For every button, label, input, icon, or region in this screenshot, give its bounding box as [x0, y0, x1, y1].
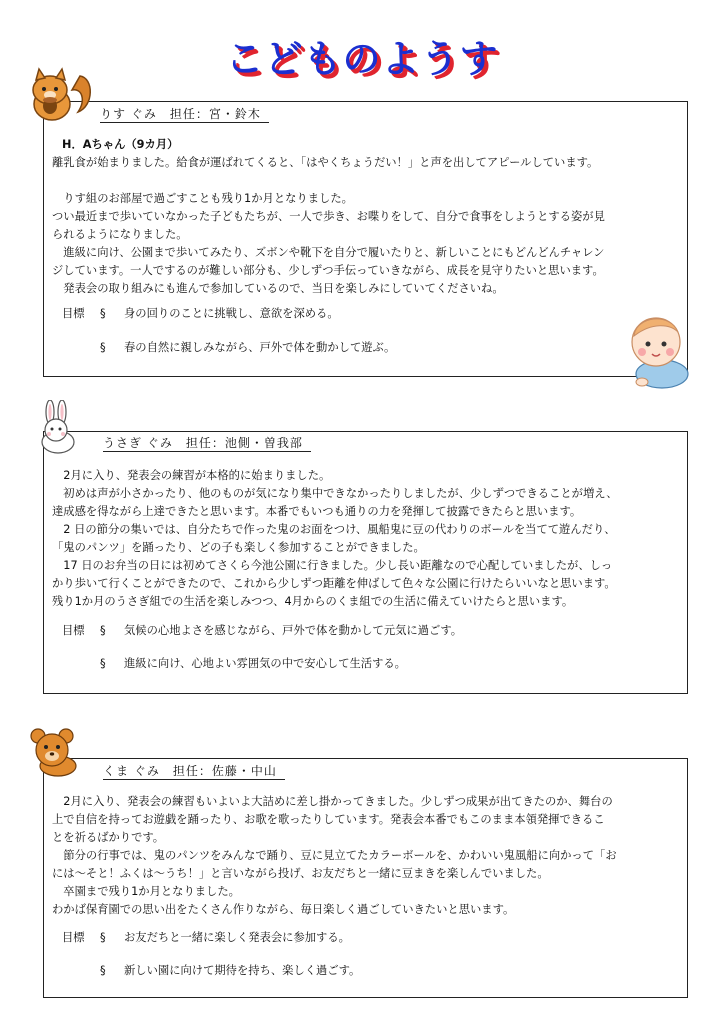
kuma-goal-1 — [62, 929, 350, 945]
text-line: 節分の行事では、鬼のパンツをみんなで踊り、豆に見立てたカラーボールを、かわいい鬼風船に向かって「お — [52, 849, 617, 862]
usagi-goal-2 — [100, 655, 406, 671]
risu-goal-2 — [100, 339, 395, 355]
text-line: かり歩いて行くことができたので、これから少しずつ距離を伸ばして色々な公園に行けたらいいなと思います。 — [52, 577, 616, 590]
usagi-goal-1 — [62, 622, 462, 638]
goal-mark: § — [100, 931, 106, 944]
text-line: わかば保育園での思い出をたくさん作りながら、毎日楽しく過ごしていきたいと思います。 — [52, 903, 515, 916]
text-line: られるようになりました。 — [52, 228, 188, 241]
kuma-goal-2 — [100, 962, 360, 978]
goal-mark: § — [100, 341, 106, 354]
goal-label: 目標 — [62, 624, 85, 637]
text-line: 2月に入り、発表会の練習が本格的に始まりました。 — [52, 469, 331, 482]
usagi-body — [52, 467, 618, 611]
text-line: には～そと！ふくは～うち！」と言いながら投げ、お友だちと一緒に豆まきを楽しんでいました。 — [52, 867, 549, 880]
text-line — [52, 172, 605, 190]
goal-label: 目標 — [62, 307, 85, 320]
text-line: 残り1か月のうさぎ組での生活を楽しみつつ、4月からのくま組での生活に備えていけたらと思います。 — [52, 595, 574, 608]
risu-goal-1 — [62, 305, 339, 321]
text-line: つい最近まで歩いていなかった子どもたちが、一人で歩き、お喋りをして、自分で食事をしようとする姿が見 — [52, 210, 605, 223]
kuma-body — [52, 793, 617, 919]
squirrel-icon — [20, 66, 94, 124]
risu-body — [52, 136, 605, 298]
goal-text: 身の回りのことに挑戦し、意欲を深める。 — [124, 307, 339, 320]
text-line: 2 日の節分の集いでは、自分たちで作った鬼のお面をつけ、風船鬼に豆の代わりのボールを当てて遊んだり、 — [52, 523, 616, 536]
text-line: 卒園まで残り1か月となりました。 — [52, 885, 240, 898]
text-line: ジしています。一人でするのが難しい部分も、少しずつ手伝っていきながら、成長を見守りたいと思います。 — [52, 264, 604, 277]
text-line: りす組のお部屋で過ごすことも残り1か月となりました。 — [52, 192, 353, 205]
text-line: 達成感を得ながら上達できたと思います。本番でもいつも通りの力を発揮して披露できたらと思います。 — [52, 505, 582, 518]
goal-text: 気候の心地よさを感じながら、戸外で体を動かして元気に過ごす。 — [124, 624, 463, 637]
risu-header: りす ぐみ 担任：宮・鈴木 — [100, 105, 269, 123]
goal-mark: § — [100, 657, 106, 670]
usagi-header: うさぎ ぐみ 担任：池側・曽我部 — [103, 434, 311, 452]
goal-mark: § — [100, 964, 106, 977]
goal-mark: § — [100, 624, 106, 637]
text-line: 発表会の取り組みにも進んで参加しているので、当日を楽しみにしていてくださいね。 — [52, 282, 504, 295]
text-line: 初めは声が小さかったり、他のものが気になり集中できなかったりしましたが、少しずつできることが増え、 — [52, 487, 618, 500]
text-line: とを祈るばかりです。 — [52, 831, 165, 844]
text-line: 17 日のお弁当の日には初めてさくら今池公園に行きました。少し長い距離なので心配していましたが、しっ — [52, 559, 613, 572]
goal-mark: § — [100, 307, 106, 320]
goal-text: 進級に向け、心地よい雰囲気の中で安心して生活する。 — [124, 657, 406, 670]
text-line: H．Aちゃん（9カ月） — [62, 138, 179, 151]
goal-text: 春の自然に親しみながら、戸外で体を動かして遊ぶ。 — [124, 341, 396, 354]
kuma-header: くま ぐみ 担任：佐藤・中山 — [103, 762, 285, 780]
baby-icon — [622, 308, 694, 390]
goal-text: 新しい園に向けて期待を持ち、楽しく過ごす。 — [124, 964, 361, 977]
text-line: 上で自信を持ってお遊戯を踊ったり、お歌を歌ったりしています。発表会本番でもこのまま本領発揮できるこ — [52, 813, 605, 826]
bear-icon — [26, 726, 82, 778]
text-line: 進級に向け、公園まで歩いてみたり、ズボンや靴下を自分で履いたりと、新しいことにもどんどんチャレン — [52, 246, 605, 259]
text-line: 「鬼のパンツ」を踊ったり、どの子も楽しく参加することができました。 — [52, 541, 425, 554]
text-line: 2月に入り、発表会の練習もいよいよ大詰めに差し掛かってきました。少しずつ成果が出てきたのか、舞台の — [52, 795, 613, 808]
rabbit-icon — [34, 400, 82, 454]
goal-text: お友だちと一緒に楽しく発表会に参加する。 — [124, 931, 350, 944]
goal-label: 目標 — [62, 931, 85, 944]
text-line: 離乳食が始まりました。給食が運ばれてくると、「はやくちょうだい！」と声を出してアピールしています。 — [52, 156, 599, 169]
page-title: こどものようす — [225, 37, 499, 81]
